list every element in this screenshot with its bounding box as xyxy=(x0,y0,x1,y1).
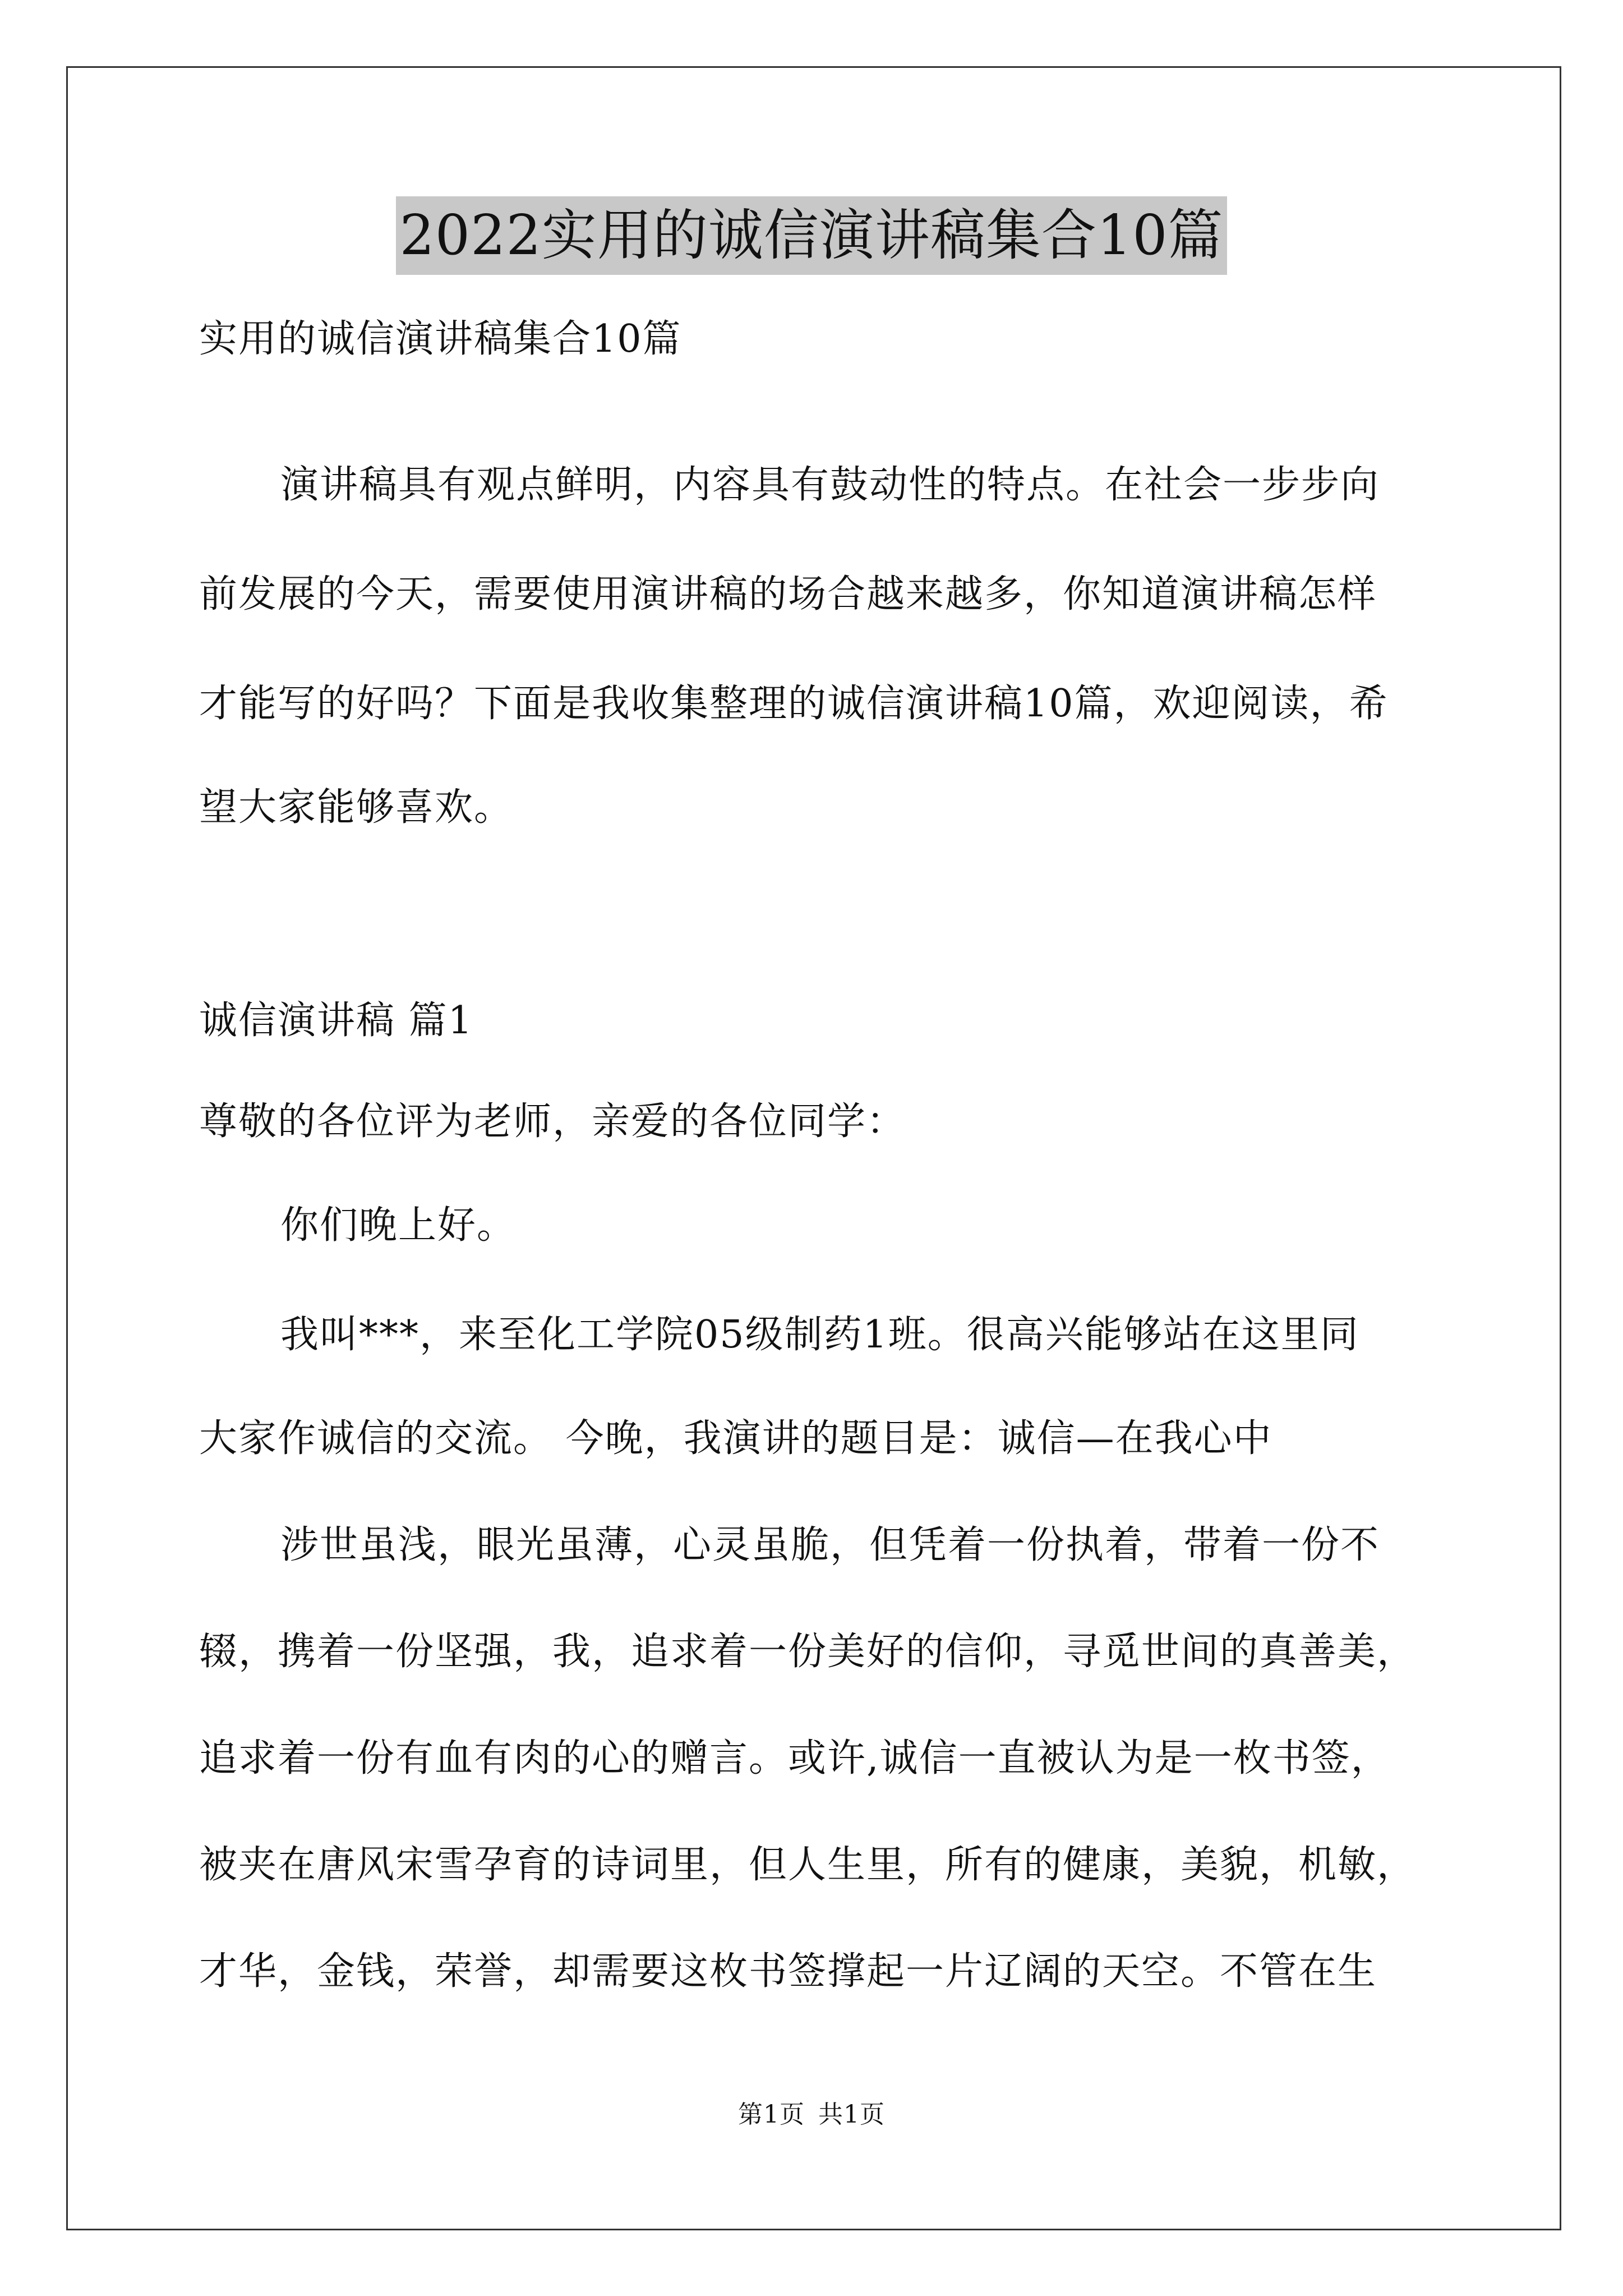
document-title: 2022实用的诚信演讲稿集合10篇 xyxy=(396,196,1227,275)
paragraph-line: 你们晚上好。 xyxy=(280,1203,517,1248)
paragraph-line: 才华，金钱，荣誉，却需要这枚书签撑起一片辽阔的天空。不管在生 xyxy=(199,1949,1377,1994)
paragraph-line: 我叫***，来至化工学院05级制药1班。很高兴能够站在这里同 xyxy=(280,1313,1359,1357)
subtitle-line: 实用的诚信演讲稿集合10篇 xyxy=(199,317,682,361)
title-container xyxy=(0,196,1623,275)
paragraph-line: 才能写的好吗？下面是我收集整理的诚信演讲稿10篇，欢迎阅读，希 xyxy=(199,682,1389,726)
page-footer xyxy=(0,2098,1623,2132)
paragraph-line: 涉世虽浅，眼光虽薄，心灵虽脆，但凭着一份执着，带着一份不 xyxy=(280,1523,1380,1567)
page-number: 第1页 xyxy=(738,2100,805,2129)
paragraph-line: 追求着一份有血有肉的心的赠言。或许,诚信一直被认为是一枚书签， xyxy=(199,1736,1390,1780)
page-total: 共1页 xyxy=(818,2100,885,2129)
section-heading: 诚信演讲稿 篇1 xyxy=(199,999,473,1043)
paragraph-line: 大家作诚信的交流。 今晚，我演讲的题目是：诚信—在我心中 xyxy=(199,1416,1272,1461)
paragraph-line: 演讲稿具有观点鲜明，内容具有鼓动性的特点。在社会一步步向 xyxy=(280,463,1380,507)
paragraph-line: 望大家能够喜欢。 xyxy=(199,785,514,830)
paragraph-line: 辍，携着一份坚强，我，追求着一份美好的信仰，寻觅世间的真善美， xyxy=(199,1630,1417,1674)
paragraph-line: 被夹在唐风宋雪孕育的诗词里，但人生里，所有的健康，美貌，机敏， xyxy=(199,1843,1417,1887)
salutation-line: 尊敬的各位评为老师，亲爱的各位同学： xyxy=(199,1099,906,1144)
paragraph-line: 前发展的今天，需要使用演讲稿的场合越来越多，你知道演讲稿怎样 xyxy=(199,572,1377,616)
